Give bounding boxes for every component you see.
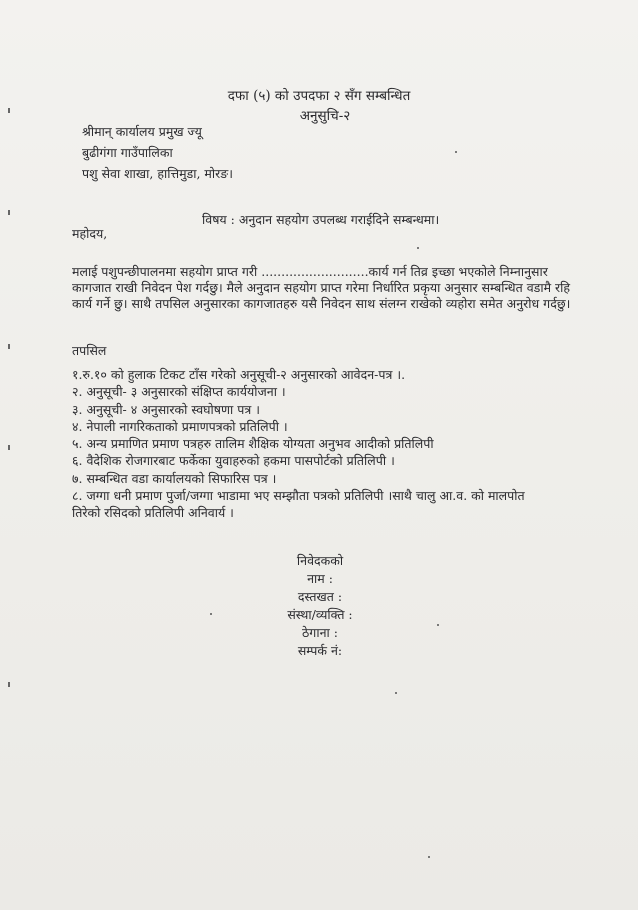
body-line: मलाई पशुपन्छीपालनमा सहयोग प्राप्त गरी ...........................कार्य गर्न तिव्र इच्छा भएकोले निम्नानुसार — [72, 264, 548, 279]
scan-speck — [210, 613, 212, 615]
list-item: १.रु.१० को हुलाक टिकट टाँस गरेको अनुसूची-२ अनुसारको आवेदन-पत्र ।. — [72, 367, 406, 382]
list-item: तिरेको रसिदको प्रतिलिपी अनिवार्य । — [72, 505, 234, 521]
list-item: ६. वैदेशिक रोजगारबाट फर्केका युवाहरुको हकमा पासपोर्टको प्रतिलिपी । — [72, 453, 395, 469]
scan-speck — [417, 247, 419, 249]
signature-block — [210, 552, 430, 660]
addressee-line-1: श्रीमान् कार्यालय प्रमुख ज्यू — [82, 124, 202, 139]
list-item: २. अनुसूची- ३ अनुसारको संक्षिप्त कार्ययोजना । — [72, 384, 286, 400]
body-line: कागजात राखी निवेदन पेश गर्दछु। मैले अनुदान सहयोग प्राप्त गरेमा निर्धारित प्रकृया अनुसार सम्बन्धित वडामै रहि — [72, 280, 571, 295]
subject-line: विषय : अनुदान सहयोग उपलब्ध गराईदिने सम्बन्धमा। — [202, 212, 440, 227]
signature-name-label: नाम : — [307, 571, 333, 586]
scan-mark — [8, 108, 10, 113]
scan-mark — [8, 445, 10, 450]
scan-speck — [437, 624, 439, 626]
signature-contact-label: सम्पर्क नं: — [297, 643, 343, 658]
body-line: कार्य गर्ने छु। साथै तपसिल अनुसारका कागजातहरु यसै निवेदन साथ संलग्न राखेको व्यहोरा समेत अनुरोध गर्दछु। — [72, 296, 571, 311]
title-line-2: अनुसुचि-२ — [299, 108, 351, 124]
tapasil-list — [72, 366, 612, 522]
list-item: ७. सम्बन्धित वडा कार्यालयको सिफारिस पत्र । — [72, 470, 277, 486]
addressee-line-3: पशु सेवा शाखा, हात्तिमुडा, मोरङ। — [82, 166, 233, 181]
salutation: महोदय, — [72, 226, 108, 241]
signature-address-label: ठेगाना : — [302, 625, 338, 640]
addressee-line-2: बुढीगंगा गाउँपालिका — [82, 145, 173, 160]
signature-organization-label: संस्था/व्यक्ति : — [287, 607, 353, 622]
list-item: ३. अनुसूची- ४ अनुसारको स्वघोषणा पत्र । — [72, 401, 260, 417]
scan-mark — [8, 344, 10, 349]
list-item: ४. नेपाली नागरिकताको प्रमाणपत्रको प्रतिलिपी । — [72, 418, 288, 434]
tapasil-heading: तपसिल — [72, 343, 107, 358]
signature-sign-label: दस्तखत : — [297, 589, 343, 604]
scan-speck — [428, 856, 430, 858]
scan-mark — [8, 210, 10, 215]
body-paragraph — [72, 264, 592, 312]
scan-speck — [455, 151, 457, 153]
title-line-1: दफा (५) को उपदफा २ सँग सम्बन्धित — [227, 88, 411, 104]
list-item: ८. जग्गा धनी प्रमाण पुर्जा/जग्गा भाडामा भए सम्झौता पत्रको प्रतिलिपी ।साथै चालु आ.व. को मालपोत — [72, 488, 525, 504]
scan-mark — [8, 682, 10, 687]
list-item: ५. अन्य प्रमाणित प्रमाण पत्रहरु तालिम शैक्षिक योग्यता अनुभव आदीको प्रतिलिपी — [72, 436, 434, 452]
scan-speck — [395, 692, 397, 694]
signature-heading: निवेदकको — [296, 553, 344, 568]
